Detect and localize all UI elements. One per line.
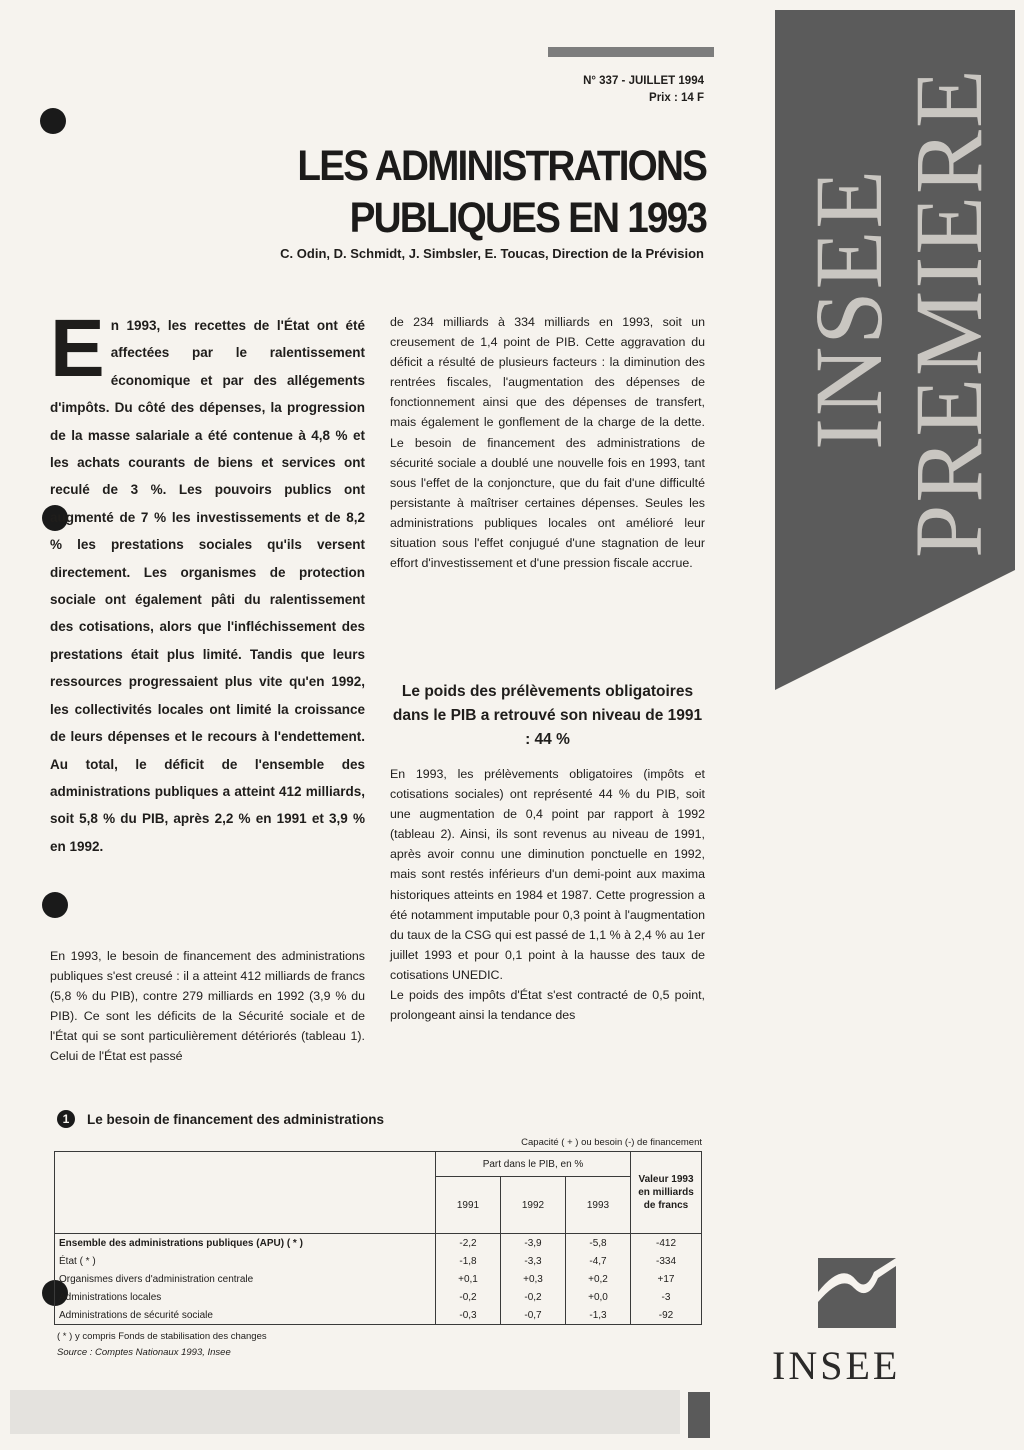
row-value: -2,2 (436, 1234, 501, 1253)
brand-band-text (775, 10, 1015, 570)
row-value: +0,2 (566, 1270, 631, 1288)
financing-table (54, 1151, 702, 1325)
row-value: +0,3 (501, 1270, 566, 1288)
table-year-header: 1991 (436, 1177, 501, 1234)
table-row (55, 1288, 702, 1306)
price: Prix : 14 F (649, 92, 704, 104)
table-row (55, 1252, 702, 1270)
row-value: -0,7 (501, 1306, 566, 1325)
body-column-3 (390, 764, 705, 1025)
row-label: Administrations de sécurité sociale (55, 1306, 436, 1325)
authors: C. Odin, D. Schmidt, J. Simbsler, E. Toucas, Direction de la Prévision (280, 246, 704, 261)
table-group-header: Part dans le PIB, en % (436, 1152, 631, 1177)
binder-hole-top (40, 108, 66, 134)
table-title (57, 1110, 384, 1128)
drop-cap: E (50, 303, 105, 394)
body-text-2: de 234 milliards à 334 milliards en 1993, soit un creusement de 1,4 point de PIB. Cette aggravation du déficit a résulté de plusieurs facteurs : la diminution des rentrées fiscales, l'augmentation des dépenses de fonctionnement ainsi que des dépenses de transfert, mais également le gonflement de la charge de la dette. Le besoin de financement des administrations de sécurité sociale a doublé une nouvelle fois en 1993, tant sous l'effet de la conjoncture, que du fait d'une difficulté persistante à maîtriser certaines dépenses. Seules les administrations publiques locales ont amélioré leur situation sous l'effet conjugué d'une stagnation de leur effort d'investissement et d'une pression fiscale accrue. (390, 315, 705, 571)
table-number-badge: 1 (57, 1110, 75, 1128)
table-row (55, 1234, 702, 1253)
footer-bar (10, 1390, 680, 1434)
row-value: -1,8 (436, 1252, 501, 1270)
title-line-2: PUBLIQUES EN 1993 (349, 194, 706, 242)
insee-logo-mark (812, 1252, 902, 1332)
row-value: -5,8 (566, 1234, 631, 1253)
title-line-1: LES ADMINISTRATIONS (297, 142, 706, 190)
table-row (55, 1270, 702, 1288)
header-bar (548, 47, 714, 57)
row-value: -412 (631, 1234, 702, 1253)
row-value: -0,2 (501, 1288, 566, 1306)
row-label: Administrations locales (55, 1288, 436, 1306)
section-subheading: Le poids des prélèvements obligatoires dans le PIB a retrouvé son niveau de 1991 : 44 % (392, 683, 703, 748)
table-year-header: 1993 (566, 1177, 631, 1234)
row-label: Ensemble des administrations publiques (APU) ( * ) (55, 1234, 436, 1253)
row-value: -4,7 (566, 1252, 631, 1270)
table-footnote: ( * ) y compris Fonds de stabilisation des changes (57, 1331, 267, 1342)
row-value: -3 (631, 1288, 702, 1306)
issue-number: N° 337 - JUILLET 1994 (583, 75, 704, 87)
table-corner (55, 1152, 436, 1234)
row-label: État ( * ) (55, 1252, 436, 1270)
row-value: -334 (631, 1252, 702, 1270)
body-column-2 (390, 312, 705, 573)
footer-block (688, 1392, 710, 1438)
page-title (297, 140, 706, 244)
binder-hole-lower (42, 892, 68, 918)
table-value-header: Valeur 1993 en milliards de francs (631, 1152, 702, 1234)
lead-text: n 1993, les recettes de l'État ont été affectées par le ralentissement économique et par des allégements d'impôts. Du côté des dépenses, la progression de la masse salariale a été contenue à 4,8 % et les achats courants de biens et services ont reculé de 3 %. Les pouvoirs publics ont augmenté de 7 % les investissements et de 8,2 % les prestations sociales qu'ils versent directement. Les organismes de protection sociale ont également pâti du ralentissement des cotisations, alors que l'infléchissement des prestations était plus limité. Tandis que leurs ressources progressaient plus vite qu'en 1992, les collectivités locales ont limité la croissance de leurs dépenses et le recours à l'endettement. Au total, le déficit de l'ensemble des administrations publiques a atteint 412 milliards, soit 5,8 % du PIB, après 2,2 % en 1991 et 3,9 % en 1992. (50, 318, 365, 854)
body-text-3a: En 1993, les prélèvements obligatoires (impôts et cotisations sociales) ont représenté 44 % du PIB, soit une augmentation de 0,4 point par rapport à 1992 (tableau 2). Ainsi, ils sont revenus au niveau de 1991, après avoir connu une diminution ponctuelle en 1992, mais sont restés inférieurs d'un demi-point aux maxima historiques atteints en 1984 et 1987. Cette progression a été notamment imputable pour 0,3 point à l'augmentation du taux de la CSG qui est passé de 1,1 % à 2,4 % au 1er juillet 1993 et pour 0,1 point à la hausse des taux de cotisations UNEDIC. (390, 767, 705, 982)
insee-logo-text: INSEE (772, 1343, 901, 1388)
row-value: -1,3 (566, 1306, 631, 1325)
row-value: -0,2 (436, 1288, 501, 1306)
band-word-premiere: PREMIERE (895, 67, 1002, 558)
table-unit-note: Capacité ( + ) ou besoin (-) de financement (521, 1137, 702, 1148)
body-text-3b: Le poids des impôts d'État s'est contracté de 0,5 point, prolongeant ainsi la tendance des (390, 988, 705, 1023)
table-notes (57, 1329, 267, 1361)
row-value: +0,0 (566, 1288, 631, 1306)
band-word-insee: INSEE (795, 168, 902, 450)
body-column-1 (50, 946, 365, 1067)
body-text-1: En 1993, le besoin de financement des administrations publiques s'est creusé : il a atteint 412 milliards de francs (5,8 % du PIB), contre 279 milliards en 1992 (3,9 % du PIB). Ce sont les déficits de la Sécurité sociale et de l'État qui se sont particulièrement détériorés (tableau 1). Celui de l'État est passé (50, 949, 365, 1064)
issue-info (583, 73, 704, 107)
lead-paragraph (50, 303, 365, 860)
table-source: Source : Comptes Nationaux 1993, Insee (57, 1347, 231, 1358)
row-value: -0,3 (436, 1306, 501, 1325)
row-value: +0,1 (436, 1270, 501, 1288)
row-value: -3,3 (501, 1252, 566, 1270)
row-value: -92 (631, 1306, 702, 1325)
table-title-text: Le besoin de financement des administrations (87, 1111, 385, 1127)
row-value: -3,9 (501, 1234, 566, 1253)
table-year-header: 1992 (501, 1177, 566, 1234)
row-value: +17 (631, 1270, 702, 1288)
table-row (55, 1306, 702, 1325)
row-label: Organismes divers d'administration centrale (55, 1270, 436, 1288)
